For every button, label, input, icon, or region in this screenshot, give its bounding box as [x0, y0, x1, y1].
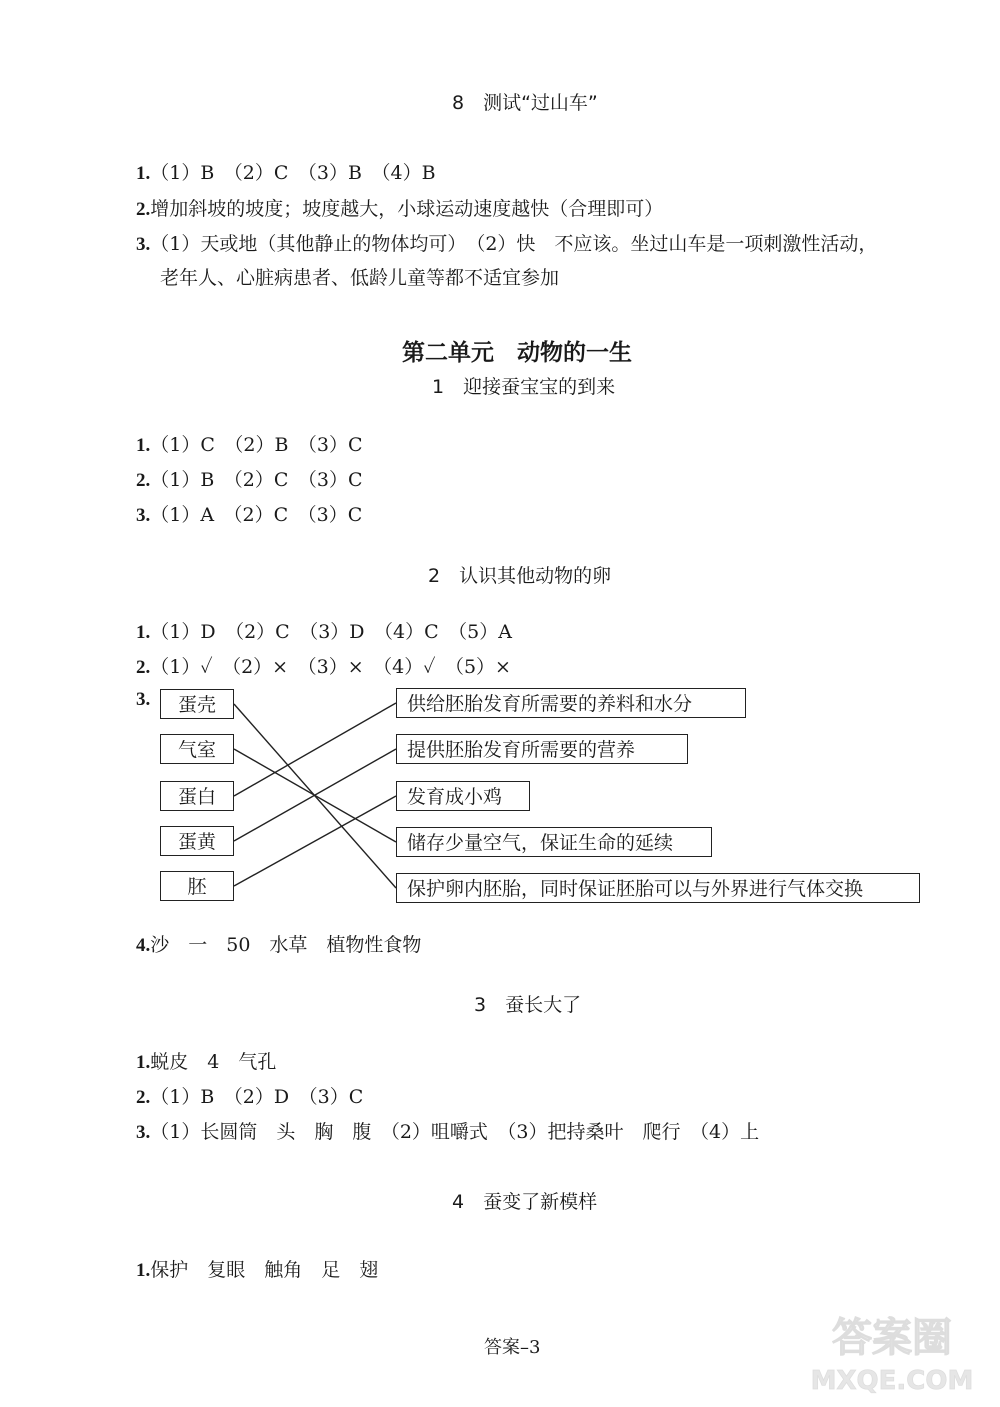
answer-line: 2.（1）✓ （2）× （3）× （4）✓ （5）×	[136, 656, 511, 678]
match-left-yolk: 蛋黄	[160, 826, 234, 856]
section-title-8: 8 测试“过山车”	[452, 92, 598, 114]
answer-line: 3.（1）A （2）C （3）C	[136, 504, 363, 526]
watermark-logo	[792, 1303, 992, 1399]
match-left-air-cell: 气室	[160, 734, 234, 764]
answer-line: 2.（1）B （2）C （3）C	[136, 469, 363, 491]
answer-line: 1.（1）C （2）B （3）C	[136, 434, 363, 456]
svg-text:MXQE.COM: MXQE.COM	[810, 1366, 974, 1396]
answer-line: 2.（1）B （2）D （3）C	[136, 1086, 364, 1108]
match-line	[234, 703, 396, 796]
answer-line: 1.蜕皮 4 气孔	[136, 1051, 277, 1073]
match-right-1: 供给胚胎发育所需要的养料和水分	[396, 688, 746, 718]
answer-line: 2.增加斜坡的坡度；坡度越大，小球运动速度越快（合理即可）	[136, 198, 664, 220]
match-right-4: 储存少量空气，保证生命的延续	[396, 827, 712, 857]
answer-line: 1.保护 复眼 触角 足 翅	[136, 1259, 379, 1281]
section-title-1: 1 迎接蚕宝宝的到来	[432, 376, 616, 398]
match-right-5: 保护卵内胚胎，同时保证胚胎可以与外界进行气体交换	[396, 873, 920, 903]
section-title-4: 4 蚕变了新模样	[452, 1191, 598, 1213]
answer-line: 4.沙 一 50 水草 植物性食物	[136, 934, 422, 956]
answer-line: 1.（1）D （2）C （3）D （4）C （5）A	[136, 621, 512, 643]
match-right-2: 提供胚胎发育所需要的营养	[396, 734, 688, 764]
answer-line: 3.（1）长圆筒 头 胸 腹 （2）咀嚼式 （3）把持桑叶 爬行 （4）上	[136, 1121, 760, 1143]
section-title-3: 3 蚕长大了	[474, 994, 582, 1016]
svg-text:答案圈: 答案圈	[832, 1315, 952, 1361]
match-right-3: 发育成小鸡	[396, 781, 530, 811]
answer-line: 3.（1）天或地（其他静止的物体均可） （2）快 不应该。坐过山车是一项刺激性活动，	[136, 233, 878, 255]
page-number: 答案–3	[484, 1337, 541, 1358]
answer-line-continued: 老年人、心脏病患者、低龄儿童等都不适宜参加	[160, 267, 560, 289]
answer-line: 1.（1）B （2）C （3）B （4）B	[136, 162, 436, 184]
section-title-2: 2 认识其他动物的卵	[428, 565, 612, 587]
matching-question-number: 3.	[136, 689, 151, 710]
match-line	[234, 796, 396, 886]
match-left-egg-white: 蛋白	[160, 781, 234, 811]
unit-title: 第二单元 动物的一生	[402, 340, 632, 366]
match-left-embryo: 胚	[160, 871, 234, 901]
match-left-eggshell: 蛋壳	[160, 689, 234, 719]
